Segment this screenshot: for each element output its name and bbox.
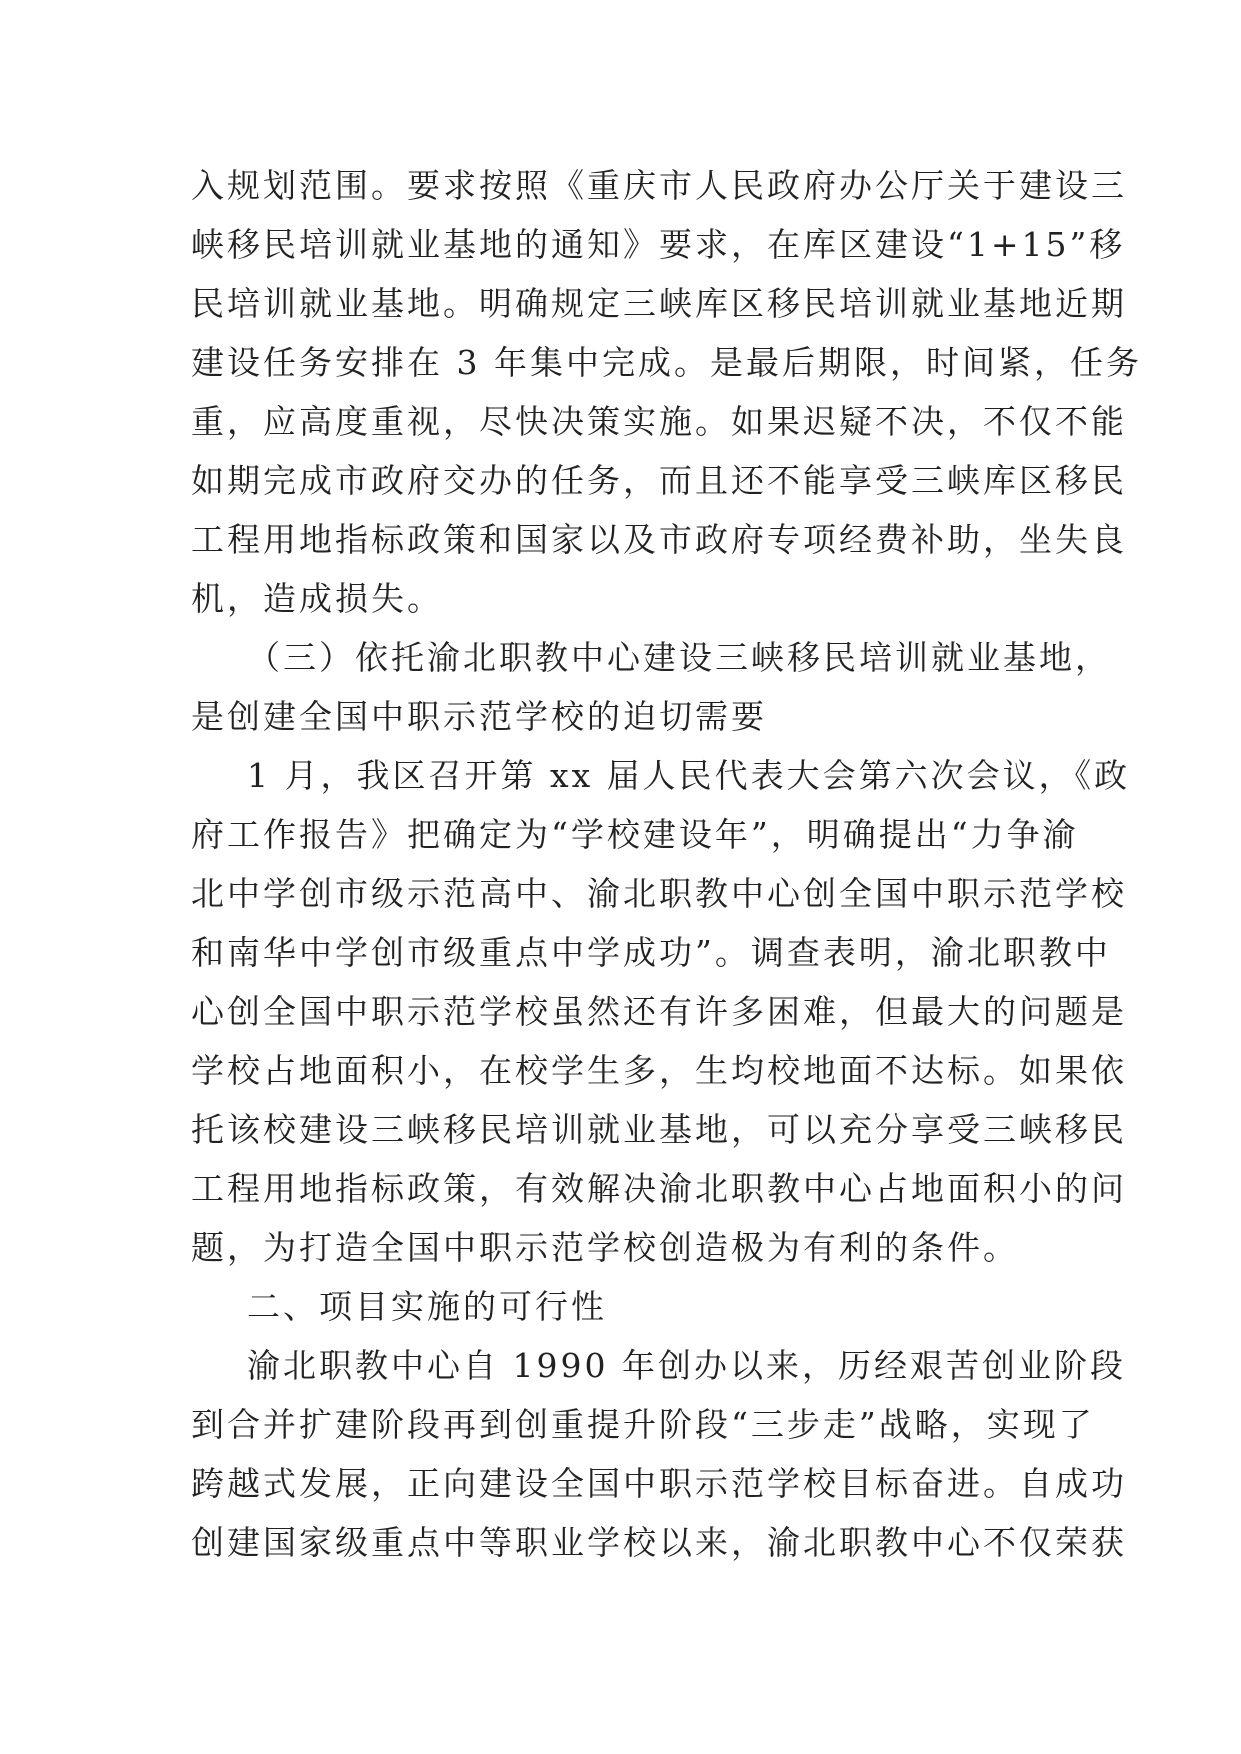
section-heading-continuation: 是创建全国中职示范学校的迫切需要 xyxy=(191,697,767,736)
text-line: 工程用地指标政策和国家以及市政府专项经费补助，坐失良 xyxy=(191,520,1127,559)
text-line: 和南华中学创市级重点中学成功”。调查表明，渝北职教中 xyxy=(191,933,1111,972)
text-line: 重，应高度重视，尽快决策实施。如果迟疑不决，不仅不能 xyxy=(191,402,1127,441)
text-line: 创建国家级重点中等职业学校以来，渝北职教中心不仅荣获 xyxy=(191,1523,1127,1562)
document-body xyxy=(191,156,1142,1572)
section-heading: 二、项目实施的可行性 xyxy=(247,1287,607,1326)
text-line: 题，为打造全国中职示范学校创造极为有利的条件。 xyxy=(191,1228,1019,1267)
text-line: 机，造成损失。 xyxy=(191,579,443,618)
text-line: 跨越式发展，正向建设全国中职示范学校目标奋进。自成功 xyxy=(191,1464,1127,1503)
text-line: 如期完成市政府交办的任务，而且还不能享受三峡库区移民 xyxy=(191,461,1127,500)
text-line: 府工作报告》把确定为“学校建设年”，明确提出“力争渝 xyxy=(191,815,1079,854)
text-line: 入规划范围。要求按照《重庆市人民政府办公厅关于建设三 xyxy=(191,166,1127,205)
text-line: 托该校建设三峡移民培训就业基地，可以充分享受三峡移民 xyxy=(191,1110,1127,1149)
text-line: 渝北职教中心自 1990 年创办以来，历经艰苦创业阶段 xyxy=(247,1346,1126,1385)
section-heading: （三）依托渝北职教中心建设三峡移民培训就业基地， xyxy=(247,638,1111,677)
text-line: 1 月，我区召开第 xx 届人民代表大会第六次会议，《政 xyxy=(247,756,1131,795)
text-line: 建设任务安排在 3 年集中完成。是最后期限，时间紧，任务 xyxy=(191,343,1142,382)
text-line: 民培训就业基地。明确规定三峡库区移民培训就业基地近期 xyxy=(191,284,1127,323)
text-line: 学校占地面积小，在校学生多，生均校地面不达标。如果依 xyxy=(191,1051,1127,1090)
text-line: 工程用地指标政策，有效解决渝北职教中心占地面积小的问 xyxy=(191,1169,1127,1208)
text-line: 到合并扩建阶段再到创重提升阶段“三步走”战略，实现了 xyxy=(191,1405,1095,1444)
text-line: 峡移民培训就业基地的通知》要求，在库区建设“1+15”移 xyxy=(191,225,1126,264)
text-line: 心创全国中职示范学校虽然还有许多困难，但最大的问题是 xyxy=(191,992,1127,1031)
text-line: 北中学创市级示范高中、渝北职教中心创全国中职示范学校 xyxy=(191,874,1127,913)
